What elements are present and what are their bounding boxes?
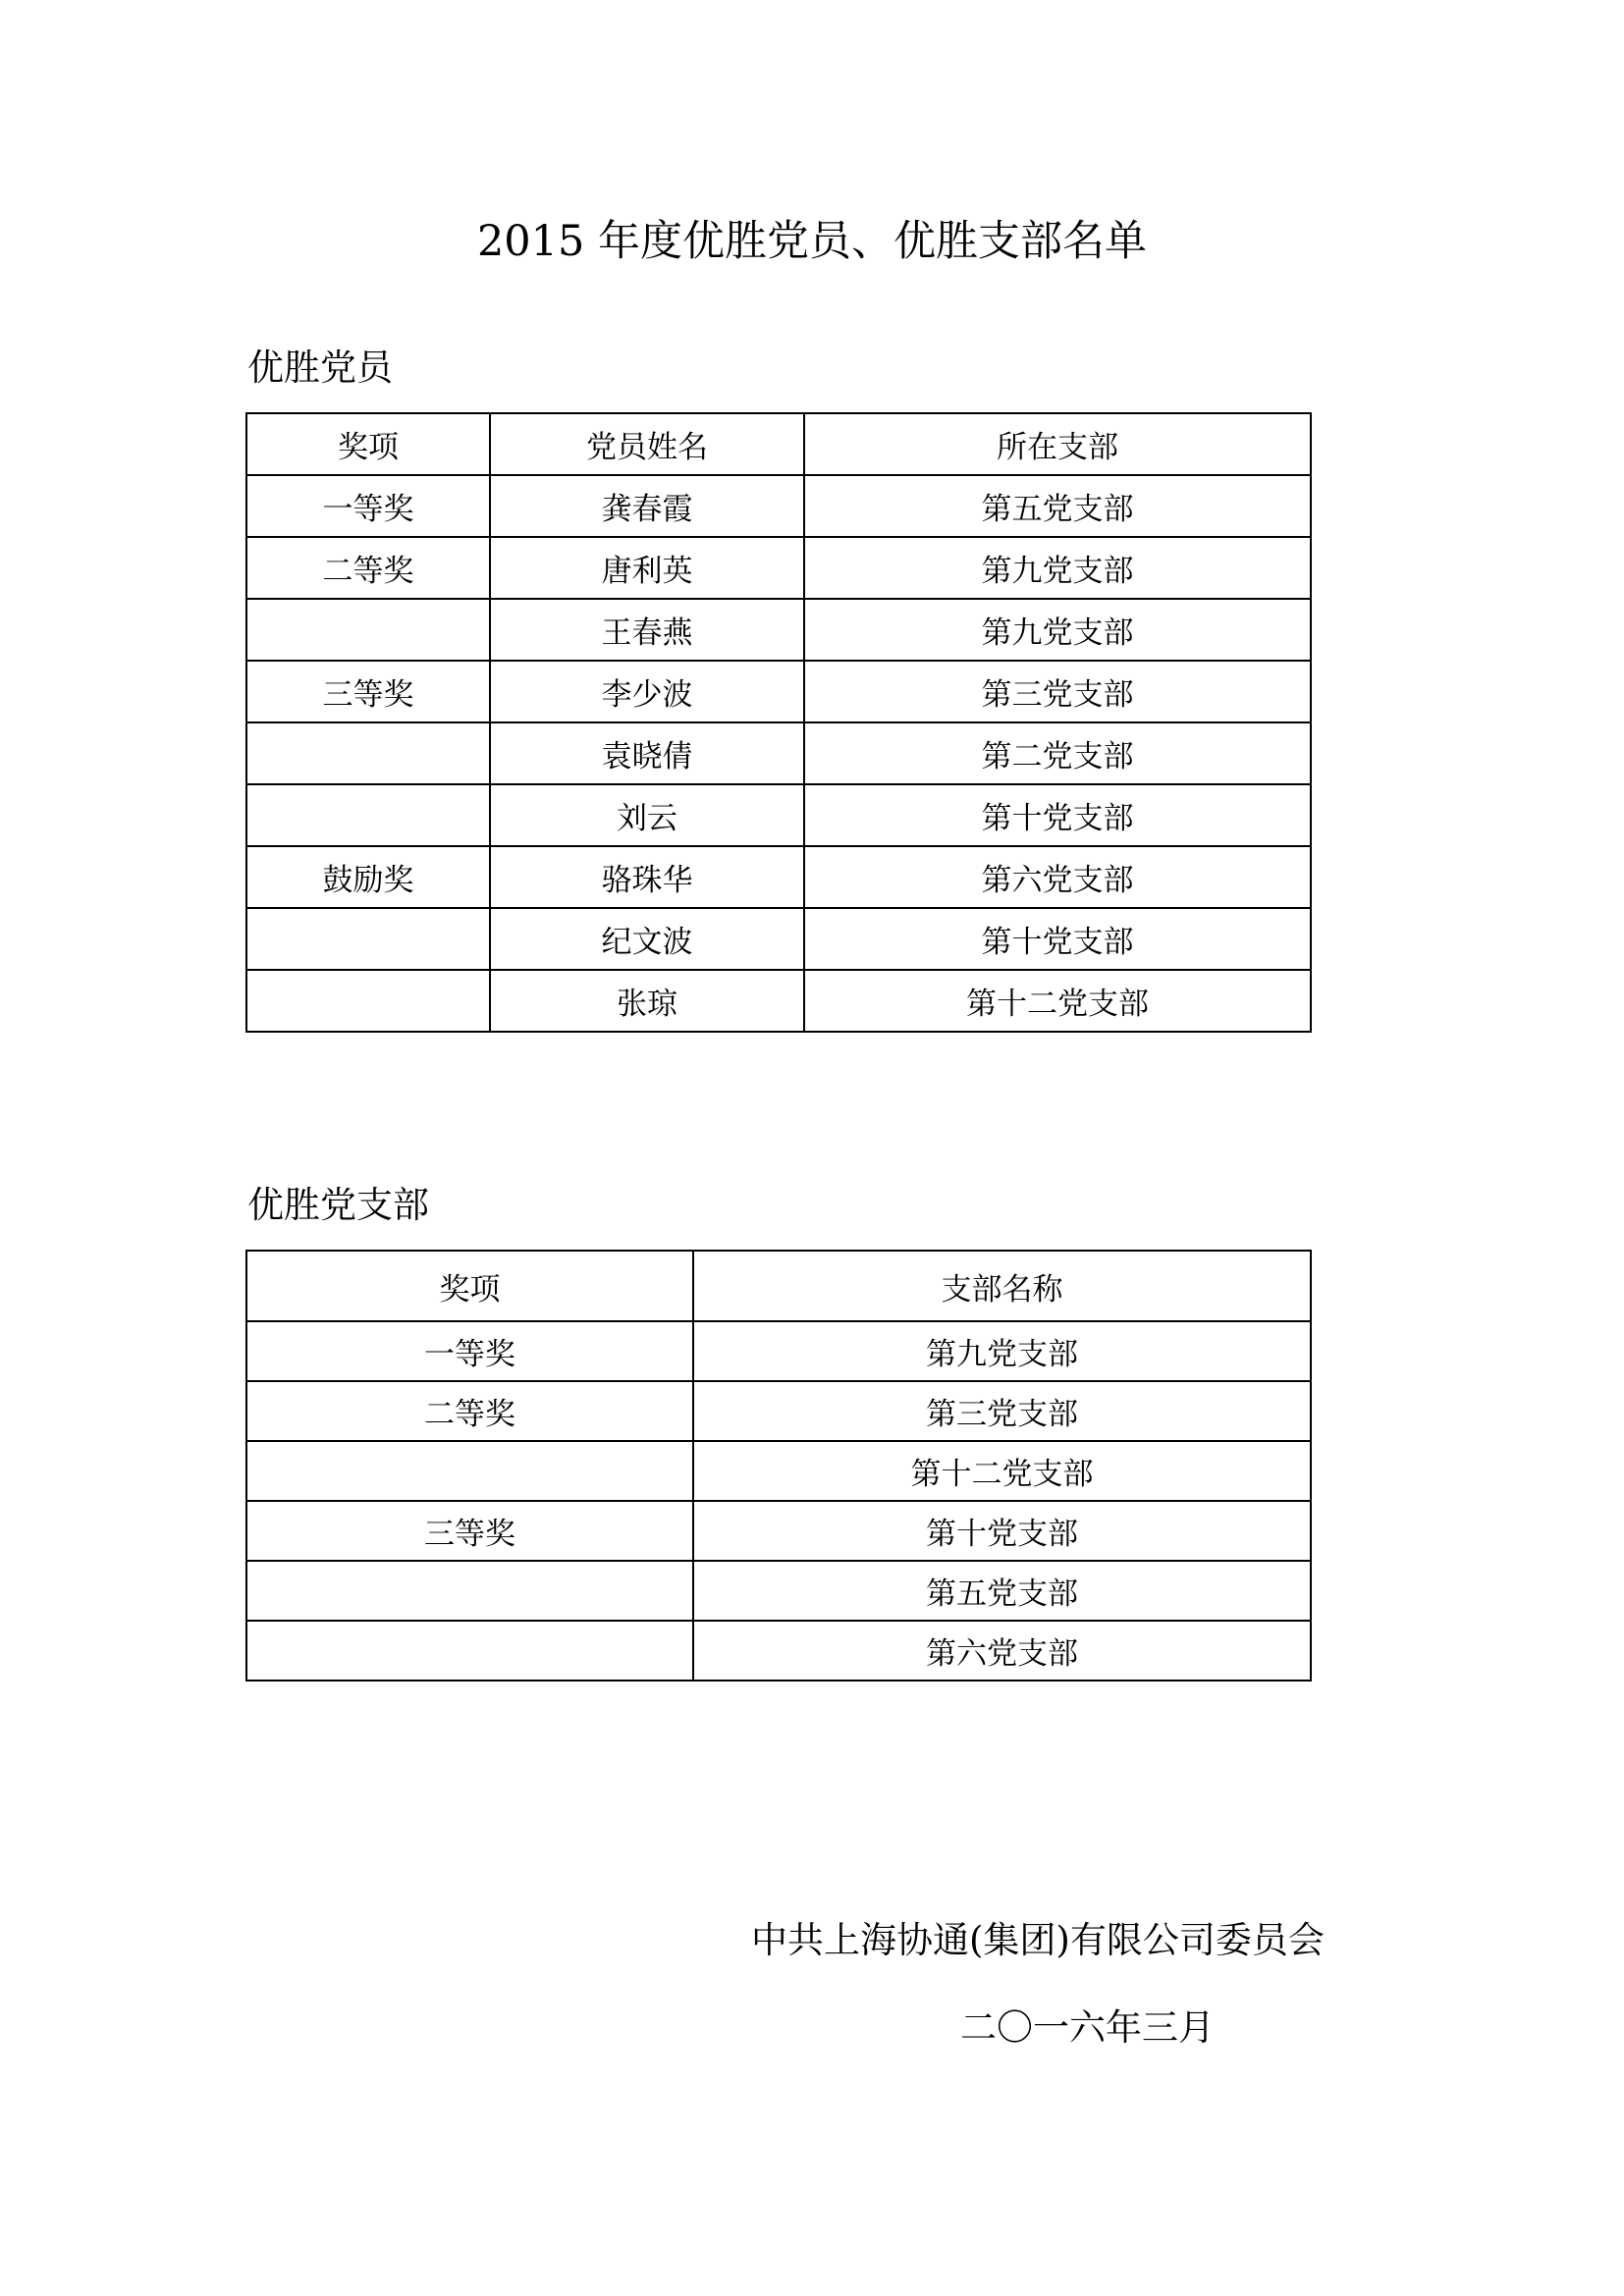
award-cell: 三等奖 xyxy=(246,661,490,722)
award-cell xyxy=(246,722,490,784)
branch-cell: 第五党支部 xyxy=(804,475,1311,537)
award-cell: 一等奖 xyxy=(246,1321,693,1381)
table-row xyxy=(246,475,1311,537)
members-section-heading: 优胜党员 xyxy=(247,347,393,389)
table-row xyxy=(246,846,1311,908)
member-name-cell: 骆珠华 xyxy=(490,846,804,908)
branch-name-cell: 第十二党支部 xyxy=(693,1441,1311,1501)
table-header-row xyxy=(246,1251,1311,1321)
issuing-organization: 中共上海协通(集团)有限公司委员会 xyxy=(751,1919,1325,1961)
member-name-cell: 张琼 xyxy=(490,970,804,1032)
branch-name-cell: 第六党支部 xyxy=(693,1621,1311,1681)
table-row xyxy=(246,1621,1311,1681)
award-cell xyxy=(246,599,490,661)
member-name-cell: 王春燕 xyxy=(490,599,804,661)
member-name-cell: 袁晓倩 xyxy=(490,722,804,784)
table-row xyxy=(246,1501,1311,1561)
member-name-cell: 纪文波 xyxy=(490,908,804,970)
table-row xyxy=(246,784,1311,846)
branch-name-cell: 第五党支部 xyxy=(693,1561,1311,1621)
table-row xyxy=(246,908,1311,970)
column-header-branch: 所在支部 xyxy=(804,413,1311,475)
award-cell xyxy=(246,1441,693,1501)
branches-section-heading: 优胜党支部 xyxy=(247,1184,429,1226)
column-header-member-name: 党员姓名 xyxy=(490,413,804,475)
column-header-award: 奖项 xyxy=(246,413,490,475)
branch-name-cell: 第十党支部 xyxy=(693,1501,1311,1561)
table-row xyxy=(246,1561,1311,1621)
branch-cell: 第十党支部 xyxy=(804,784,1311,846)
branch-name-cell: 第九党支部 xyxy=(693,1321,1311,1381)
award-cell xyxy=(246,1621,693,1681)
branch-cell: 第九党支部 xyxy=(804,599,1311,661)
table-row xyxy=(246,970,1311,1032)
table-row xyxy=(246,1441,1311,1501)
member-name-cell: 唐利英 xyxy=(490,537,804,599)
table-row xyxy=(246,1381,1311,1441)
award-cell: 三等奖 xyxy=(246,1501,693,1561)
branch-cell: 第二党支部 xyxy=(804,722,1311,784)
award-cell xyxy=(246,784,490,846)
member-name-cell: 李少波 xyxy=(490,661,804,722)
member-name-cell: 刘云 xyxy=(490,784,804,846)
table-row xyxy=(246,1321,1311,1381)
award-cell: 一等奖 xyxy=(246,475,490,537)
page-title: 2015 年度优胜党员、优胜支部名单 xyxy=(476,217,1148,266)
member-name-cell: 龚春霞 xyxy=(490,475,804,537)
award-cell xyxy=(246,970,490,1032)
branch-cell: 第十二党支部 xyxy=(804,970,1311,1032)
table-row xyxy=(246,537,1311,599)
award-cell xyxy=(246,908,490,970)
column-header-award: 奖项 xyxy=(246,1251,693,1321)
table-row xyxy=(246,661,1311,722)
issue-date: 二〇一六年三月 xyxy=(960,2006,1215,2049)
award-cell: 二等奖 xyxy=(246,537,490,599)
award-cell: 鼓励奖 xyxy=(246,846,490,908)
branch-cell: 第十党支部 xyxy=(804,908,1311,970)
table-row xyxy=(246,722,1311,784)
table-header-row xyxy=(246,413,1311,475)
award-cell xyxy=(246,1561,693,1621)
column-header-branch-name: 支部名称 xyxy=(693,1251,1311,1321)
branch-name-cell: 第三党支部 xyxy=(693,1381,1311,1441)
branches-table xyxy=(245,1250,1312,1682)
branch-cell: 第六党支部 xyxy=(804,846,1311,908)
branch-cell: 第九党支部 xyxy=(804,537,1311,599)
table-row xyxy=(246,599,1311,661)
branch-cell: 第三党支部 xyxy=(804,661,1311,722)
award-cell: 二等奖 xyxy=(246,1381,693,1441)
members-table xyxy=(245,412,1312,1033)
